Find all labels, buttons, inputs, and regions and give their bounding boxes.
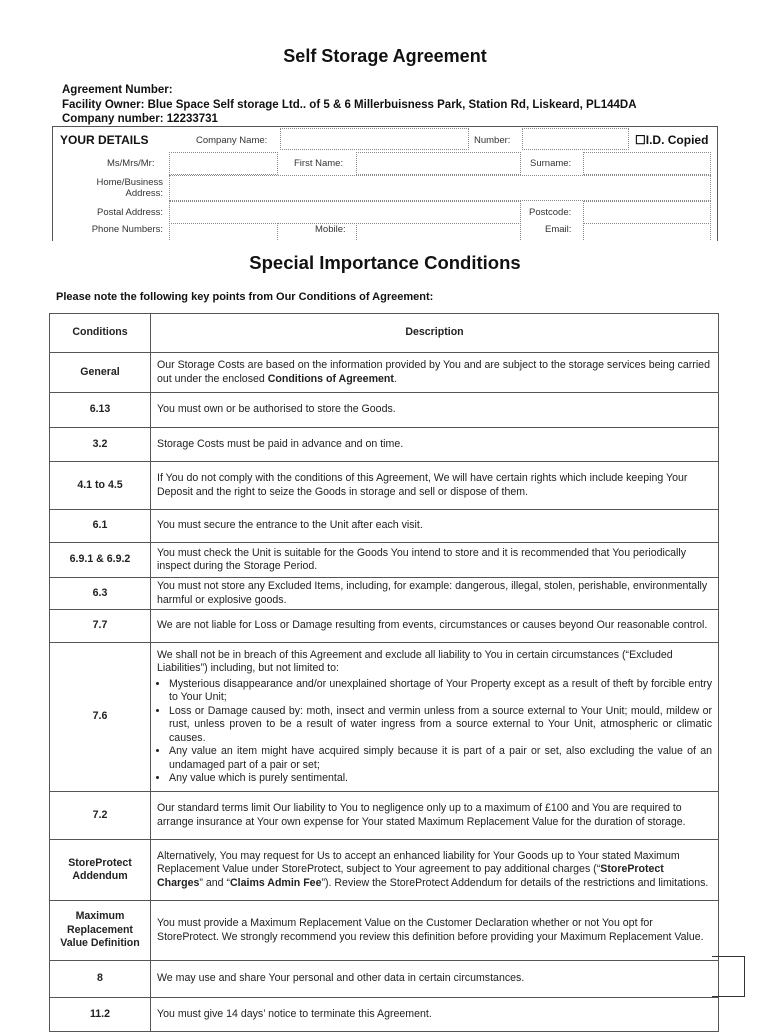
condition-code: General <box>50 353 151 393</box>
condition-description: You must give 14 days’ notice to terminate this Agreement. <box>151 998 719 1032</box>
condition-description: If You do not comply with the conditions of this Agreement, We will have certain rights which include keeping Your Deposit and the right to seize the Goods in storage and sell or dispose of them. <box>151 462 719 510</box>
home-address-label-2: Address: <box>125 188 163 199</box>
title-field[interactable] <box>169 152 278 175</box>
condition-description: You must check the Unit is suitable for the Goods You intend to store and it is recommended that You periodically inspect during the Storage Period. <box>151 543 719 578</box>
condition-code: 3.2 <box>50 428 151 462</box>
condition-code: 7.7 <box>50 610 151 643</box>
company-number: Company number: 12233731 <box>62 113 218 125</box>
your-details-heading: YOUR DETAILS <box>60 133 149 147</box>
condition-code: 6.9.1 & 6.9.2 <box>50 543 151 578</box>
condition-code: 4.1 to 4.5 <box>50 462 151 510</box>
email-label: Email: <box>545 224 572 235</box>
agreement-number-label: Agreement Number: <box>62 84 173 96</box>
table-row <box>50 462 719 510</box>
table-row <box>50 840 719 901</box>
your-details-form <box>52 126 718 242</box>
list-item: • Loss or Damage caused by: moth, insect and vermin unless from a source external to Your Unit; mould, mildew or rust, unless proven to be a result of water ingress from a source external to Your Unit, atmospheric or climatic causes. <box>169 705 712 746</box>
list-item: • Any value an item might have acquired simply because it is part of a pair or set, also excluding the value of an undamaged part of a pair or set; <box>169 745 712 772</box>
mobile-label: Mobile: <box>315 224 346 235</box>
table-row <box>50 961 719 998</box>
number-label: Number: <box>474 135 511 146</box>
first-name-label: First Name: <box>294 158 344 169</box>
condition-description: Our Storage Costs are based on the information provided by You and are subject to the storage services being carried out under the enclosed Conditions of Agreement. <box>151 353 719 393</box>
table-row <box>50 578 719 610</box>
conditions-column-header: Conditions <box>50 314 151 353</box>
table-row <box>50 543 719 578</box>
company-name-field[interactable] <box>280 128 469 150</box>
condition-description: We shall not be in breach of this Agreement and exclude all liability to You in certain circumstances (“Excluded Liabilities”) including, but not limited to: • Mysterious disappearance and/or unexplained shortage of Your Property except as a result of theft by forcible entry to Your Unit; • Loss or Damage caused by: moth, insect and vermin unless from a source external to Your Unit; mould, mildew or rust, unless proven to be a result of water ingress from a source external to Your Unit, atmospheric or climatic causes. • Any value an item might have acquired simply because it is part of a pair or set, also excluding the value of an undamaged part of a pair or set; • Any value which is purely sentimental. <box>151 643 719 792</box>
postcode-field[interactable] <box>583 201 711 224</box>
postal-address-field[interactable] <box>169 201 521 224</box>
number-field[interactable] <box>522 128 629 150</box>
list-item: • Any value which is purely sentimental. <box>169 772 712 786</box>
facility-owner: Facility Owner: Blue Space Self storage Ltd.. of 5 & 6 Millerbuisness Park, Station Rd, Liskeard, PL144DA <box>62 99 637 111</box>
condition-code: 7.6 <box>50 643 151 792</box>
condition-description: You must own or be authorised to store the Goods. <box>151 393 719 428</box>
table-row <box>50 393 719 428</box>
table-row <box>50 643 719 792</box>
company-name-label: Company Name: <box>196 135 268 146</box>
first-name-field[interactable] <box>356 152 521 175</box>
table-row <box>50 428 719 462</box>
home-address-field[interactable] <box>169 175 711 201</box>
table-row <box>50 510 719 543</box>
id-copied-checkbox[interactable]: ☐I.D. Copied <box>635 133 709 147</box>
postcode-label: Postcode: <box>529 207 572 218</box>
table-row <box>50 998 719 1032</box>
conditions-table <box>49 313 719 1032</box>
surname-label: Surname: <box>530 158 572 169</box>
surname-field[interactable] <box>583 152 711 175</box>
condition-description: We may use and share Your personal and other data in certain circumstances. <box>151 961 719 998</box>
page-title: Self Storage Agreement <box>283 46 487 66</box>
table-row <box>50 901 719 961</box>
list-item: • Mysterious disappearance and/or unexplained shortage of Your Property except as a result of theft by forcible entry to Your Unit; <box>169 678 712 705</box>
table-row <box>50 792 719 840</box>
condition-code: 6.1 <box>50 510 151 543</box>
mobile-field[interactable] <box>356 223 521 242</box>
side-frame <box>712 956 745 997</box>
postal-address-label: Postal Address: <box>96 207 163 218</box>
condition-description: Alternatively, You may request for Us to accept an enhanced liability for Your Goods up to Your stated Maximum Replacement Value under StoreProtect, subject to Your agreement to pay additional charges (“StoreProtect Charges” and “Claims Admin Fee”). Review the StoreProtect Addendum for details of the restrictions and limitations. <box>151 840 719 901</box>
table-row <box>50 610 719 643</box>
condition-description: Storage Costs must be paid in advance and on time. <box>151 428 719 462</box>
title-field-label: Ms/Mrs/Mr: <box>107 158 155 169</box>
condition-code: Maximum Replacement Value Definition <box>50 901 151 961</box>
condition-description: You must provide a Maximum Replacement Value on the Customer Declaration whether or not You opt for StoreProtect. We strongly recommend you review this definition before providing your Maximum Replacement Value. <box>151 901 719 961</box>
special-conditions-title: Special Importance Conditions <box>249 252 521 273</box>
condition-code: 11.2 <box>50 998 151 1032</box>
phone-field[interactable] <box>169 223 278 242</box>
condition-description: You must secure the entrance to the Unit after each visit. <box>151 510 719 543</box>
condition-code: 6.13 <box>50 393 151 428</box>
table-header-row <box>50 314 719 353</box>
phone-numbers-label: Phone Numbers: <box>91 224 163 235</box>
condition-code: 7.2 <box>50 792 151 840</box>
table-row <box>50 353 719 393</box>
condition-description: We are not liable for Loss or Damage resulting from events, circumstances or causes beyond Our reasonable control. <box>151 610 719 643</box>
email-field[interactable] <box>583 223 711 242</box>
condition-code: 8 <box>50 961 151 998</box>
key-points-note: Please note the following key points from Our Conditions of Agreement: <box>56 291 434 303</box>
description-column-header: Description <box>151 314 719 353</box>
condition-description: You must not store any Excluded Items, including, for example: dangerous, illegal, stolen, perishable, environmentally harmful or explosive goods. <box>151 578 719 610</box>
condition-description: Our standard terms limit Our liability to You to negligence only up to a maximum of £100 and You are required to arrange insurance at Your own expense for Your stated Maximum Replacement Value for the duration of storage. <box>151 792 719 840</box>
condition-code: StoreProtect Addendum <box>50 840 151 901</box>
home-address-label-1: Home/Business <box>96 177 163 188</box>
condition-code: 6.3 <box>50 578 151 610</box>
